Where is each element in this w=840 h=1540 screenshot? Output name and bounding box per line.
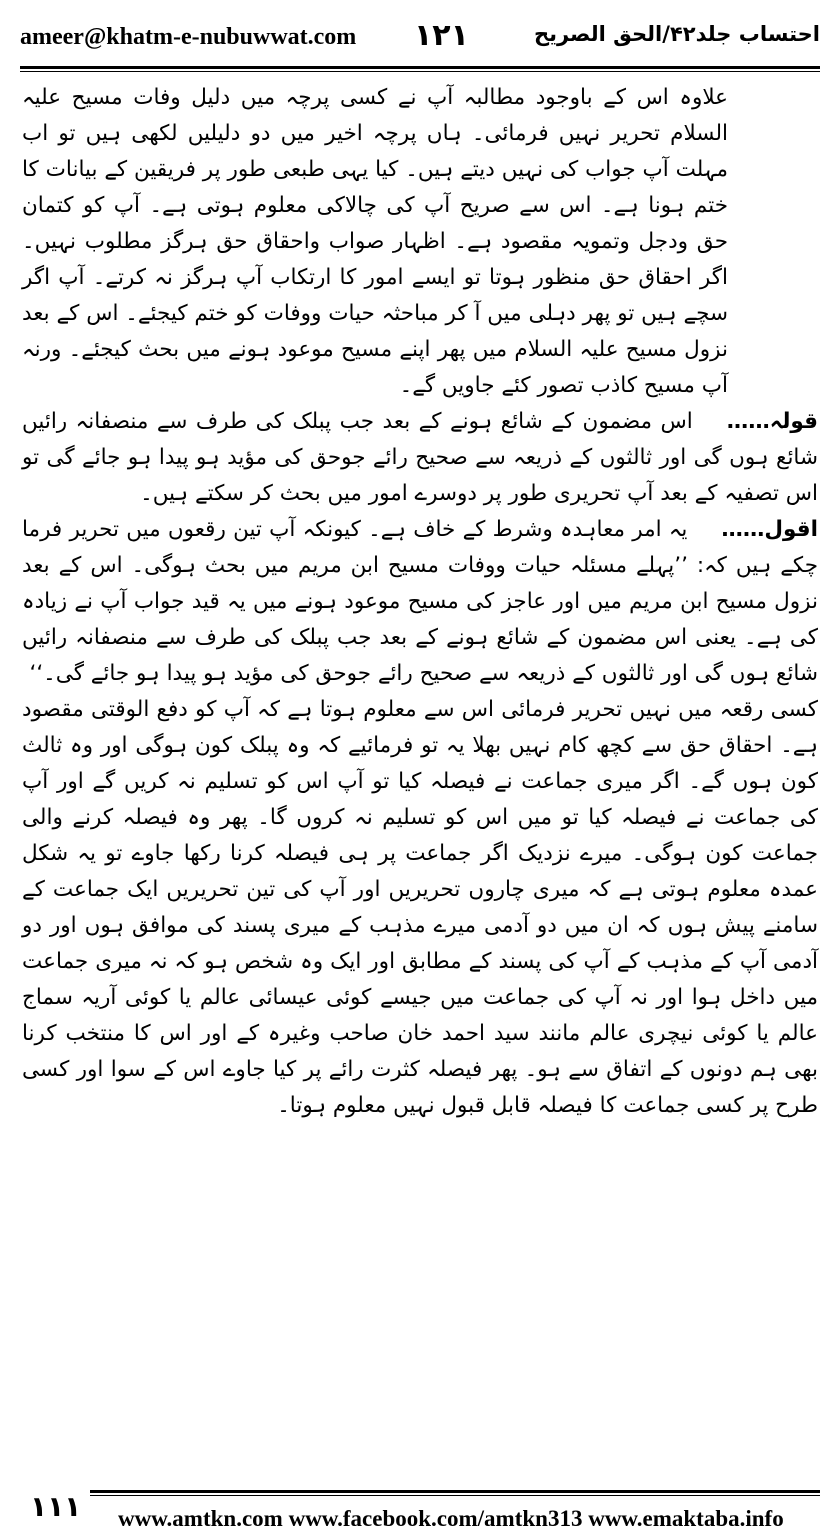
qaulahu-label: قولہ…… — [726, 409, 818, 434]
page-footer — [0, 1484, 840, 1540]
page-header — [20, 14, 820, 60]
paragraph-4: کسی رقعہ میں نہیں تحریر فرمائی اس سے معلوم ہوتا ہے کہ آپ کو دفع الوقتی مقصود ہے۔ احقاق حق سے کچھ کام نہیں بھلا یہ تو فرمائیے کہ وہ پبلک کون ہوگی اور وہ ثالث کون ہوں گے۔ اگر میری جماعت نے فیصلہ کیا تو آپ اس کو تسلیم نہ کریں گے اور آپ کی جماعت نے فیصلہ کیا تو میں اس کو تسلیم نہ کروں گا۔ پھر وہ فیصلہ کرنے والی جماعت کون ہوگی۔ میرے نزدیک اگر جماعت پر ہی فیصلہ کرنا رکھا جاوے تو یہ شکل عمدہ معلوم ہوتی ہے کہ میری چاروں تحریریں اور آپ کی تین تحریریں ایک جماعت کے سامنے پیش ہوں کہ ان میں دو آدمی میرے مذہب کے میری پسند کی موافق ہوں اور دو آدمی آپ کے مذہب کے آپ کی پسند کے مطابق اور ایک وہ شخص ہو کہ نہ میری جماعت میں داخل ہوا اور نہ آپ کی جماعت میں جیسے کوئی عیسائی عالم یا کوئی آریہ سماج عالم یا کوئی نیچری عالم مانند سید احمد خان صاحب وغیرہ کے اور اس کا منتخب کرنا بھی ہم دونوں کے اتفاق سے ہو۔ پھر فیصلہ کثرت رائے پر کیا جاوے اس کے سوا اور کسی طرح پر کسی جماعت کا فیصلہ قابل قبول نہیں معلوم ہوتا۔ — [22, 697, 818, 1118]
paragraph-3 — [22, 512, 818, 692]
header-book-title: احتساب جلد۴۲/الحق الصریح — [533, 22, 820, 46]
aqulu-label: اقول…… — [721, 517, 818, 542]
paragraph-3-text: یہ امر معاہدہ وشرط کے خاف ہے۔ کیونکہ آپ تین رقعوں میں تحریر فرما چکے ہیں کہ: ’’پہلے مسئلہ حیات ووفات مسیح ابن مریم میں بحث ہوگی۔ اس کے بعد نزول مسیح ابن مریم میں اور عاجز کی مسیح موعود ہونے میں یہ قید جواب آپ نے زیادہ کی ہے۔ یعنی اس مضمون کے شائع ہونے کے بعد جب پبلک کی طرف سے منصفانہ رائیں شائع ہوں گی اور ثالثوں کے ذریعہ سے صحیح رائے جوحق کی مؤید ہو پیدا ہو جائے گی۔‘‘ — [22, 517, 818, 686]
footer-divider-thin — [90, 1495, 820, 1496]
page-body — [22, 80, 818, 1450]
footer-page-number: ۱۱۱ — [30, 1490, 82, 1523]
paragraph-2 — [22, 404, 818, 512]
paragraph-1: علاوہ اس کے باوجود مطالبہ آپ نے کسی پرچہ میں دلیل وفات مسیح علیہ السلام تحریر نہیں فرمائی۔ ہاں پرچہ اخیر میں دو دلیلیں لکھی ہیں تو اب مہلت آپ جواب کی نہیں دیتے ہیں۔ کیا یہی طبعی طور پر فریقین کے بیانات کا ختم ہونا ہے۔ اس سے صریح آپ کی چالاکی معلوم ہوتی ہے۔ آپ کو کتمان حق ودجل وتمویہ مقصود ہے۔ اظہار صواب واحقاق حق ہرگز مطلوب نہیں۔ اگر احقاق حق منظور ہوتا تو ایسے امور کا ارتکاب آپ ہرگز نہ کرتے۔ آپ اگر سچے ہیں تو پھر دہلی میں آ کر مباحثہ حیات ووفات کو ختم کیجئے۔ اس کے بعد نزول مسیح علیہ السلام میں پھر اپنے مسیح موعود ہونے میں بحث کیجئے۔ ورنہ آپ مسیح کاذب تصور کئے جاویں گے۔ — [22, 85, 728, 398]
header-email: ameer@khatm-e-nubuwwat.com — [20, 24, 357, 50]
paragraph-2-text: اس مضمون کے شائع ہونے کے بعد جب پبلک کی طرف سے منصفانہ رائیں شائع ہوں گی اور ثالثوں کے ذریعہ سے صحیح رائے جوحق کی مؤید ہو پیدا ہو جائے گی تو اس تصفیہ کے بعد آپ تحریری طور پر دوسرے امور میں بحث کر سکتے ہیں۔ — [22, 409, 818, 506]
footer-divider-thick — [90, 1490, 820, 1493]
header-page-number: ۱۲۱ — [414, 18, 469, 53]
header-divider-thin — [20, 71, 820, 72]
footer-urls: www.amtkn.com www.facebook.com/amtkn313 www.emaktaba.info — [118, 1506, 784, 1531]
header-divider-thick — [20, 66, 820, 69]
